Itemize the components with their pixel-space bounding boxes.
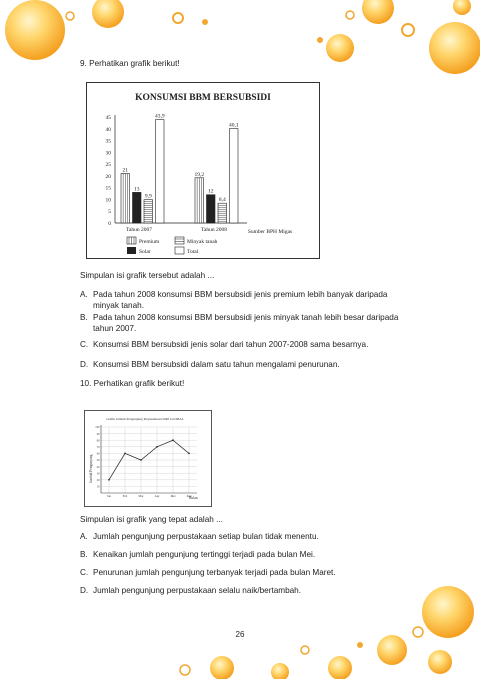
legend-label-solar: Solar [139, 249, 151, 255]
y-tick-label: 60 [96, 452, 100, 456]
y-tick-label: 90 [96, 432, 100, 436]
bar-value-label: 19,2 [194, 171, 205, 178]
decor-circle [326, 34, 354, 62]
question-9-prompt: 9. Perhatikan grafik berikut! [80, 59, 180, 68]
option-text: Penurunan jumlah pengunjung terbanyak terjadi pada bulan Maret. [93, 568, 336, 577]
legend-label-minyak-tanah: Minyak tanah [187, 239, 218, 245]
data-point [172, 439, 174, 441]
decor-circle [92, 0, 124, 28]
legend-label-total: Total [187, 249, 199, 255]
bbm-chart [86, 82, 320, 259]
y-tick-label: 20 [96, 479, 100, 482]
y-tick-label: 30 [96, 472, 100, 476]
decor-circle [453, 0, 471, 15]
chart-title: Grafik Jumlah Pengunjung Perpustakaan SMP GLOBAL [106, 417, 184, 421]
data-point [156, 446, 158, 448]
decor-circle [202, 19, 208, 25]
y-tick-label: 0 [108, 221, 111, 227]
option-text: Jumlah pengunjung perpustakaan setiap bulan tidak menentu. [93, 532, 319, 541]
y-tick-label: 50 [96, 459, 100, 463]
legend-label-premium: Premium [139, 239, 160, 245]
bar-total [156, 120, 165, 223]
decor-circle [173, 13, 183, 23]
option-label: A. [80, 532, 88, 541]
x-tick-label: Juni [186, 494, 192, 498]
x-tick-label: Jan [107, 494, 111, 498]
x-tick-label: Mei [170, 494, 176, 498]
option-label: C. [80, 568, 89, 577]
legend-swatch-minyak [175, 237, 184, 244]
y-axis-label: Jumlah Pengunjung [89, 454, 93, 483]
option-text: Konsumsi BBM bersubsidi jenis solar dari tahun 2007-2008 sama besarnya. [93, 340, 369, 349]
question-10-prompt: 10. Perhatikan grafik berikut! [80, 379, 185, 388]
bar-solar [133, 192, 142, 223]
y-tick-label: 10 [96, 485, 100, 489]
x-tick-label: Apr [154, 494, 160, 498]
category-label: Tahun 2008 [200, 227, 228, 233]
x-tick-label: Mar [138, 494, 144, 498]
bbm-chart-svg [87, 83, 319, 258]
y-tick-label: 10 [105, 197, 111, 204]
x-tick-label: Feb [122, 494, 128, 498]
data-point [140, 459, 142, 461]
chart-title: KONSUMSI BBM BERSUBSIDI [135, 93, 271, 103]
y-tick-label: 35 [105, 138, 111, 145]
y-tick-label: 80 [96, 439, 100, 443]
y-tick-label: 100 [95, 426, 100, 430]
data-point [124, 453, 126, 455]
y-tick-label: 40 [105, 126, 111, 133]
x-axis-label: Bulan [189, 496, 198, 500]
y-tick-label: 5 [108, 209, 111, 216]
decor-circle [377, 635, 407, 665]
option-label: C. [80, 340, 89, 349]
bar-total [230, 129, 239, 223]
decor-circle [429, 22, 480, 74]
page-number: 26 [235, 630, 245, 639]
bar-value-label: 43,9 [154, 113, 165, 120]
option-label: B. [80, 550, 88, 559]
bar-value-label: 40,1 [228, 122, 239, 129]
option-label: B. [80, 313, 88, 322]
bar-value-label: 21 [122, 167, 128, 174]
decor-circle [402, 24, 414, 36]
decor-circle [428, 650, 452, 674]
y-tick-label: 20 [105, 173, 111, 180]
option-text: Konsumsi BBM bersubsidi dalam satu tahun mengalami penurunan. [93, 360, 340, 369]
y-tick-label: 40 [96, 465, 100, 469]
y-tick-label: 70 [96, 446, 100, 449]
bar-value-label: 9,9 [144, 193, 152, 200]
decor-circle [346, 11, 354, 19]
decor-circle [301, 646, 309, 654]
decor-circle [317, 37, 323, 43]
category-label: Tahun 2007 [125, 227, 153, 233]
decor-circle [357, 642, 363, 648]
decor-circle [66, 12, 74, 20]
legend-swatch-total [175, 247, 184, 254]
option-text: Kenaikan jumlah pengunjung tertinggi terjadi pada bulan Mei. [93, 550, 316, 559]
option-text: Pada tahun 2008 konsumsi BBM bersubsidi jenis minyak tanah lebih besar daripada tahun 2007. [93, 313, 399, 333]
option-text: Jumlah pengunjung perpustakaan selalu naik/bertambah. [93, 586, 302, 595]
data-point [188, 453, 190, 455]
bar-value-label: 12 [208, 188, 214, 195]
option-label: A. [80, 290, 88, 299]
visitor-chart-svg [85, 411, 211, 506]
decor-circle [362, 0, 394, 24]
y-tick-label: 30 [105, 150, 111, 157]
y-tick-label: 15 [105, 185, 111, 192]
decor-circle [210, 656, 234, 679]
visitor-chart [84, 410, 212, 507]
option-label: D. [80, 360, 89, 369]
question-10-conclusion-prompt: Simpulan isi grafik yang tepat adalah ... [80, 515, 223, 524]
decor-circle [271, 663, 289, 679]
y-tick-label: 25 [105, 162, 111, 169]
option-text: Pada tahun 2008 konsumsi BBM bersubsidi jenis premium lebih banyak daripada minyak tanah. [93, 290, 388, 310]
legend-swatch-solar [127, 247, 136, 254]
data-point [108, 479, 110, 481]
chart-source: Sumber BPH Migas [247, 229, 293, 235]
y-tick-label: 45 [105, 115, 111, 121]
option-label: D. [80, 586, 89, 595]
decor-circle [328, 656, 352, 679]
decor-circle [5, 0, 65, 60]
question-9-conclusion-prompt: Simpulan isi grafik tersebut adalah ... [80, 271, 215, 280]
bar-solar [207, 195, 216, 223]
decor-circle [180, 665, 190, 675]
bar-value-label: 8,4 [218, 197, 226, 204]
bar-value-label: 13 [134, 186, 140, 193]
